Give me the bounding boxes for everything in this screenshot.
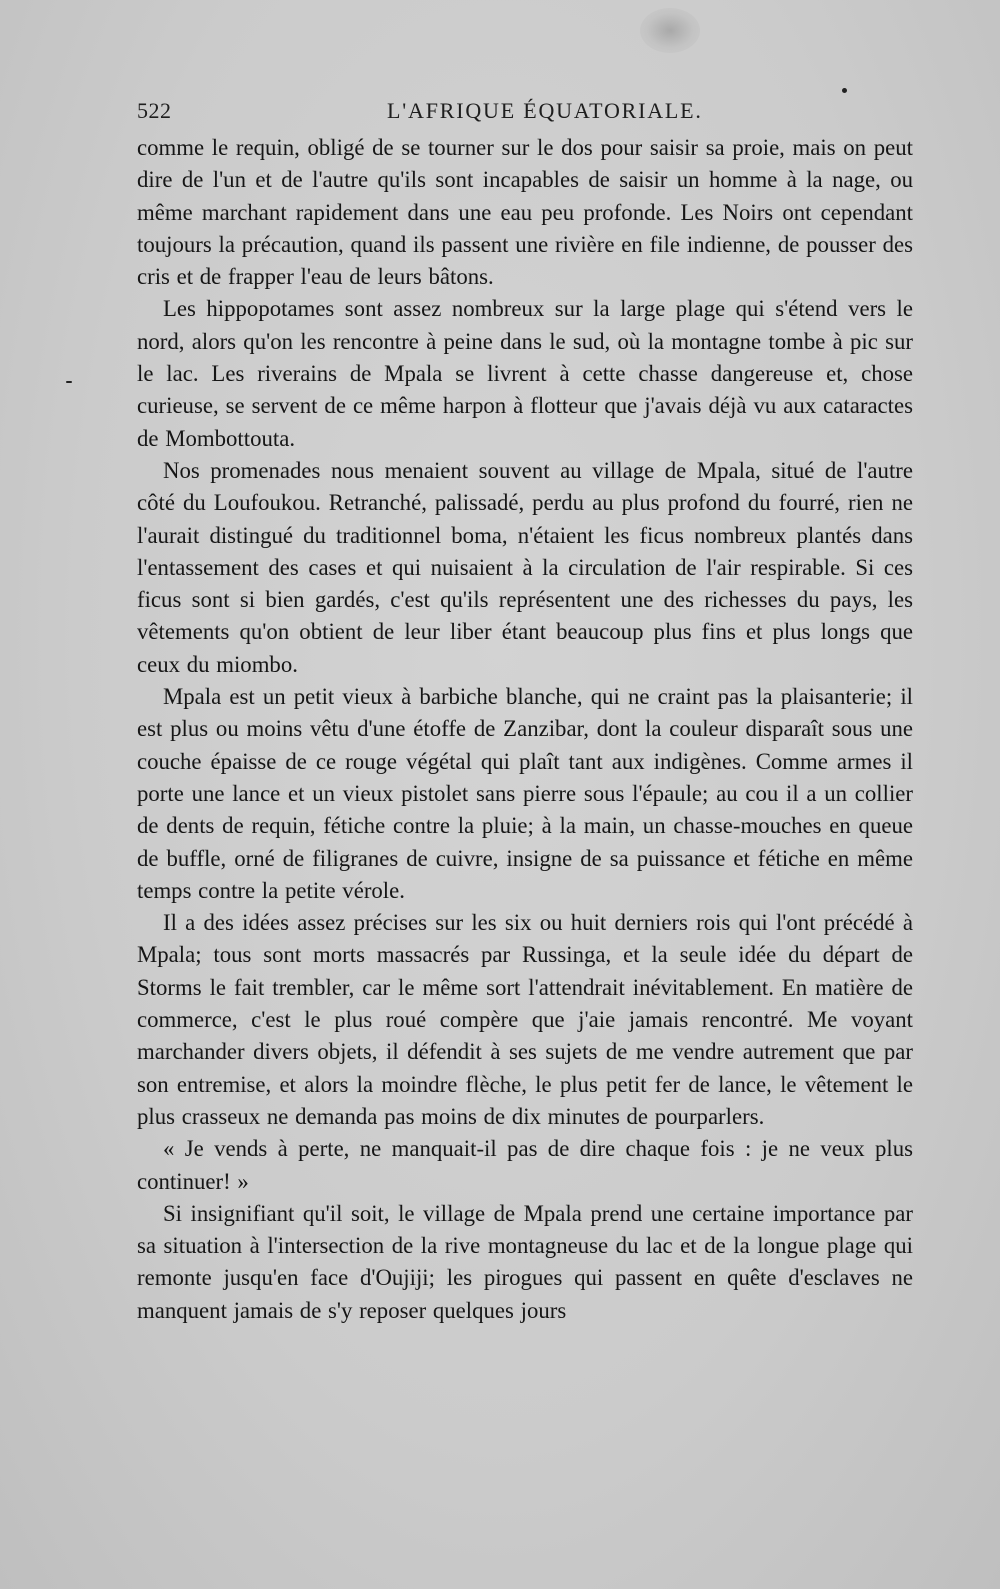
paper-stain [640, 8, 700, 53]
paragraph: Les hippopotames sont assez nombreux sur la large plage qui s'étend vers le nord, alors qu'on les rencontre à peine dans le sud, où la montagne tombe à pic sur le lac. Les riverains de Mpala se livrent à cette chasse dangereuse et, chose curieuse, se servent de ce même harpon à flotteur que j'avais déjà vu aux cataractes de Mombottouta. [137, 296, 913, 451]
running-title: L'AFRIQUE ÉQUATORIALE. [387, 98, 703, 123]
ink-speck [66, 381, 72, 383]
paragraph: Nos promenades nous menaient souvent au village de Mpala, situé de l'autre côté du Loufoukou. Retranché, palissadé, perdu au plus profond du fourré, rien ne l'aurait distingué du traditionnel boma, n'étaient les ficus nombreux plantés dans l'entassement des cases et qui nuisaient à la circulation de l'air respirable. Si ces ficus sont si bien gardés, c'est qu'ils représentent une des richesses du pays, les vêtements qu'on obtient de leur liber étant beaucoup plus fins et plus longs que ceux du miombo. [137, 457, 913, 677]
paragraph: Si insignifiant qu'il soit, le village de Mpala prend une certaine importance par sa situation à l'intersection de la rive montagneuse du lac et de la longue plage qui remonte jusqu'en face d'Oujiji; les pirogues qui passent en quête d'esclaves ne manquent jamais de s'y reposer quelques jours [137, 1200, 913, 1323]
paragraph: « Je vends à perte, ne manquait-il pas de dire chaque fois : je ne veux plus continuer! » [137, 1136, 913, 1194]
paragraph: Il a des idées assez précises sur les six ou huit derniers rois qui l'ont précédé à Mpala; tous sont morts massacrés par Russinga, et la seule idée du départ de Storms le fait trembler, car le même sort l'attendrait inévitablement. En matière de commerce, c'est le plus roué compère que j'aie jamais rencontré. Me voyant marchander divers objets, il défendit à ses sujets de me vendre autrement que par son entremise, et alors la moindre flèche, le plus petit fer de lance, le vêtement le plus crasseux ne demanda pas moins de dix minutes de pourparlers. [137, 910, 913, 1129]
ink-speck [842, 88, 847, 93]
paragraph: comme le requin, obligé de se tourner sur le dos pour saisir sa proie, mais on peut dire de l'un et de l'autre qu'ils sont incapables de saisir un homme à la nage, ou même marchant rapidement dans une eau peu profonde. Les Noirs ont cependant toujours la précaution, quand ils passent une rivière en file indienne, de pousser des cris et de frapper l'eau de leurs bâtons. [137, 135, 913, 290]
page-header [137, 98, 917, 128]
paragraph: Mpala est un petit vieux à barbiche blanche, qui ne craint pas la plaisanterie; il est plus ou moins vêtu d'une étoffe de Zanzibar, dont la couleur disparaît sous une couche épaisse de ce rouge végétal qui plaît tant aux indigènes. Comme armes il porte une lance et un vieux pistolet sans pierre sous l'épaule; au cou il a un collier de dents de requin, fétiche contre la pluie; à la main, un chasse-mouches en queue de buffle, orné de filigranes de cuivre, insigne de sa puissance et fétiche en même temps contre la petite vérole. [137, 684, 913, 903]
body-text [137, 132, 913, 1327]
page-number: 522 [137, 98, 172, 123]
